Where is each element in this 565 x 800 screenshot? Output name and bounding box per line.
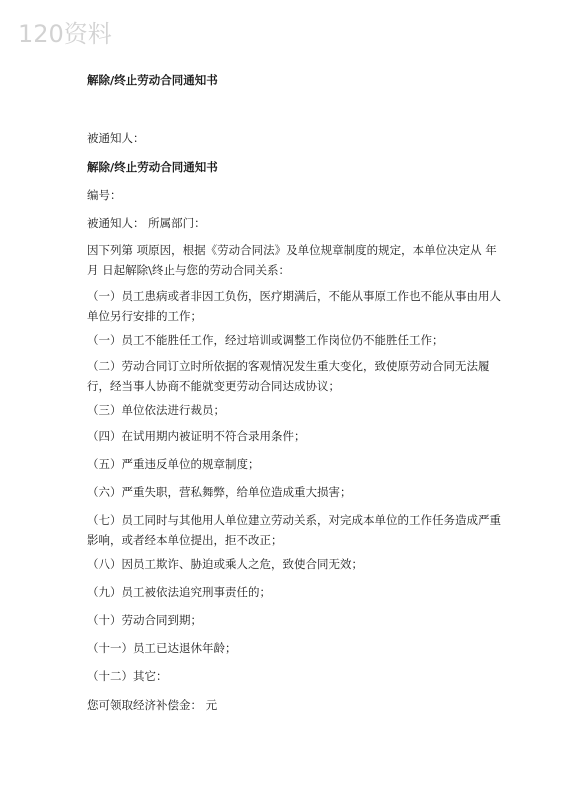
- notice-title: 解除/终止劳动合同通知书: [87, 160, 218, 174]
- reason-item: （四）在试用期内被证明不符合录用条件；: [87, 429, 306, 443]
- recipient-label: 被通知人：: [87, 131, 145, 145]
- reason-item: （七）员工同时与其他用人单位建立劳动关系，对完成本单位的工作任务造成严重影响，或者经本单位提出，拒不改正；: [87, 513, 501, 547]
- reason-item: （八）因员工欺诈、胁迫或乘人之危，致使合同无效；: [87, 557, 363, 571]
- compensation-line: 您可领取经济补偿金： 元: [87, 698, 218, 712]
- recipient-department: 被通知人： 所属部门：: [87, 216, 206, 230]
- reason-item: （六）严重失职，营私舞弊，给单位造成重大损害；: [87, 485, 352, 499]
- watermark-text: 120资料: [18, 20, 112, 48]
- reason-item: （二）劳动合同订立时所依据的客观情况发生重大变化，致使原劳动合同无法履行，经当事人协商不能就变更劳动合同达成协议；: [87, 359, 490, 393]
- reason-item: （十）劳动合同到期；: [87, 613, 202, 627]
- reason-item: （三）单位依法进行裁员；: [87, 403, 225, 417]
- reason-item: （五）严重违反单位的规章制度；: [87, 457, 260, 471]
- reason-item: （一）员工患病或者非因工负伤，医疗期满后，不能从事原工作也不能从事由用人单位另行安排的工作；: [87, 289, 501, 323]
- reason-item: （九）员工被依法追究刑事责任的；: [87, 585, 271, 599]
- document-heading: 解除/终止劳动合同通知书: [87, 73, 218, 87]
- number-label: 编号：: [87, 188, 122, 202]
- reason-item: （十二）其它：: [87, 669, 168, 683]
- intro-paragraph: 因下列第 项原因，根据《劳动合同法》及单位规章制度的规定，本单位决定从 年 月 日起解除\终止与您的劳动合同关系：: [87, 243, 497, 277]
- reason-item: （一）员工不能胜任工作，经过培训或调整工作岗位仍不能胜任工作；: [87, 333, 444, 347]
- reason-item: （十一）员工已达退休年龄；: [87, 641, 237, 655]
